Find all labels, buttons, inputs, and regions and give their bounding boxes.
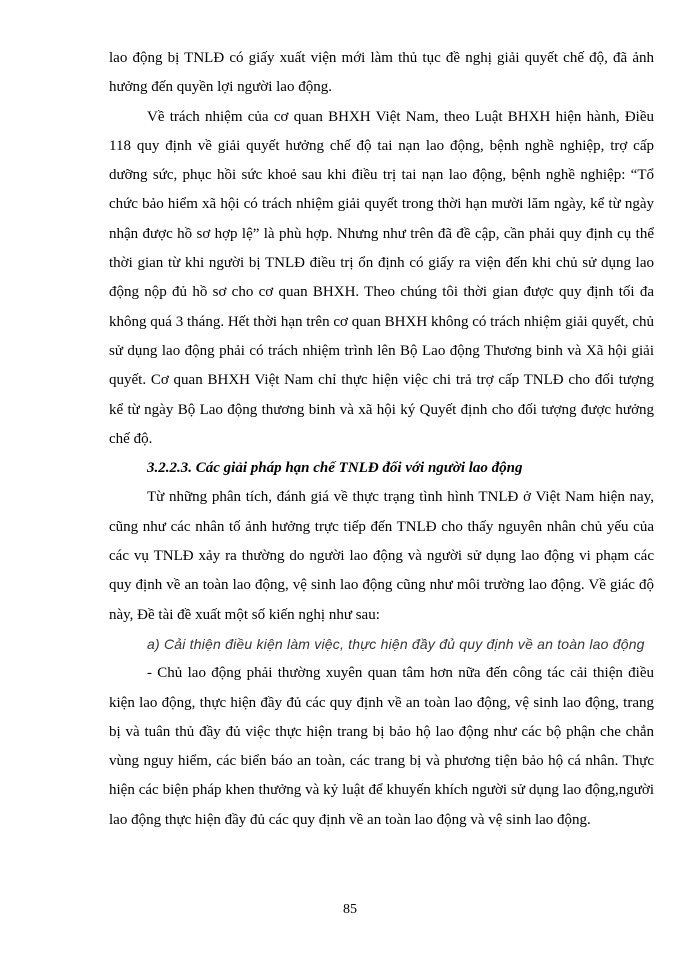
paragraph-bhxh-responsibility: Về trách nhiệm của cơ quan BHXH Việt Nam, theo Luật BHXH hiện hành, Điều 118 quy định về giải quyết hưởng chế độ tai nạn lao động, bệnh nghề nghiệp, trợ cấp dưỡng sức, phục hồi sức khoẻ sau khi điều trị tai nạn lao động, bệnh nghề nghiệp: “Tổ chức bảo hiểm xã hội có trách nhiệm giải quyết trong thời hạn mười lăm ngày, kể từ ngày nhận được hồ sơ hợp lệ” là phù hợp. Nhưng như trên đã đề cập, cần phải quy định cụ thể thời gian từ khi người bị TNLĐ điều trị ổn định có giấy ra viện đến khi chủ sử dụng lao động nộp đủ hồ sơ cho cơ quan BHXH. Theo chúng tôi thời gian được quy định tối đa không quá 3 tháng. Hết thời hạn trên cơ quan BHXH không có trách nhiệm giải quyết, chủ sử dụng lao động phải có trách nhiệm trình lên Bộ Lao động Thương binh và Xã hội giải quyết. Cơ quan BHXH Việt Nam chỉ thực hiện việc chi trả trợ cấp TNLĐ cho đối tượng kể từ ngày Bộ Lao động thương binh và xã hội ký Quyết định cho đối tượng được hưởng chế độ.	[109, 108, 654, 447]
section-heading: 3.2.2.3. Các giải pháp hạn chế TNLĐ đối với người lao động	[147, 460, 523, 477]
page-body	[109, 44, 654, 835]
page-number: 85	[343, 902, 357, 917]
paragraph-analysis: Từ những phân tích, đánh giá về thực trạng tình hình TNLĐ ở Việt Nam hiện nay, cũng như các nhân tố ảnh hưởng trực tiếp đến TNLĐ cho thấy nguyên nhân chủ yếu của các vụ TNLĐ xảy ra thường do người lao động và người sử dụng lao động vi phạm các quy định về an toàn lao động, vệ sinh lao động cũng như môi trường lao động. Về giác độ này, Đề tài đề xuất một số kiến nghị như sau:	[109, 489, 654, 623]
paragraph-continuation: lao động bị TNLĐ có giấy xuất viện mới làm thủ tục đề nghị giải quyết chế độ, đã ảnh hưởng đến quyền lợi người lao động.	[109, 50, 654, 96]
paragraph-employer-duties: - Chủ lao động phải thường xuyên quan tâm hơn nữa đến công tác cải thiện điều kiện lao động, thực hiện đầy đủ các quy định về an toàn lao động, vệ sinh lao động, trang bị và tuân thủ đầy đủ việc thực hiện trang bị bảo hộ lao động như các bộ phận che chắn vùng nguy hiểm, các biển báo an toàn, các trang bị và phương tiện bảo hộ cá nhân. Thực hiện các biện pháp khen thưởng và kỷ luật để khuyến khích người sử dụng lao động,người lao động thực hiện đầy đủ các quy định về an toàn lao động và vệ sinh lao động.	[109, 665, 654, 828]
subsection-heading: a) Cải thiện điều kiện làm việc, thực hiện đầy đủ quy định về an toàn lao động	[147, 635, 645, 652]
